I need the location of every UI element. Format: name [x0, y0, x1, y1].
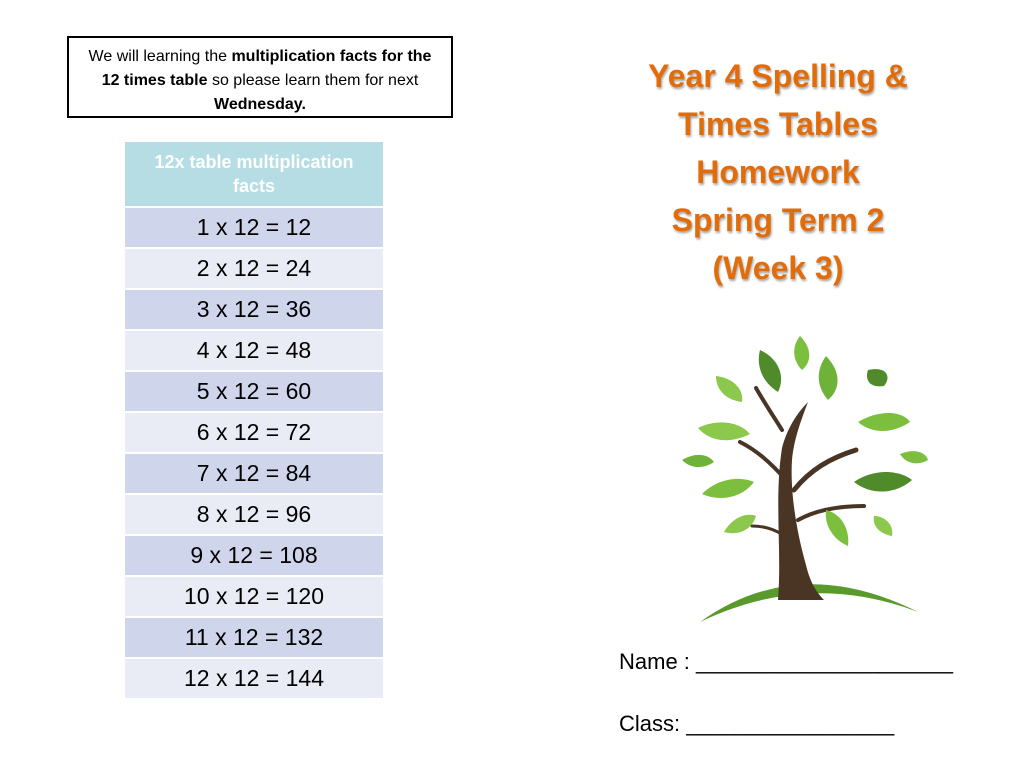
name-field: Name : _____________________	[619, 649, 953, 674]
table-row	[125, 618, 383, 659]
table-row	[125, 208, 383, 249]
tree-logo-icon	[678, 330, 938, 625]
title-line: Spring Term 2	[671, 202, 885, 238]
table-cell: 1 x 12 = 12	[125, 208, 383, 249]
notice-text-1: We will learning the	[88, 48, 232, 65]
table-cell: 7 x 12 = 84	[125, 454, 383, 495]
table-cell: 8 x 12 = 96	[125, 495, 383, 536]
table-cell: 3 x 12 = 36	[125, 290, 383, 331]
table-row	[125, 413, 383, 454]
notice-bold-2: Wednesday.	[214, 96, 306, 113]
title-line: (Week 3)	[712, 250, 844, 286]
notice-bold-1: multiplication facts for the 12 times table	[101, 48, 432, 89]
table-row	[125, 577, 383, 618]
table-row	[125, 536, 383, 577]
title-line: Times Tables	[678, 106, 878, 142]
homework-notice	[67, 36, 453, 118]
table-cell: 10 x 12 = 120	[125, 577, 383, 618]
table-row	[125, 659, 383, 700]
title-line: Year 4 Spelling &	[648, 58, 908, 94]
table-row	[125, 249, 383, 290]
table-cell: 4 x 12 = 48	[125, 331, 383, 372]
table-cell: 2 x 12 = 24	[125, 249, 383, 290]
table-row	[125, 454, 383, 495]
page-title	[600, 52, 956, 292]
table-header: 12x table multiplication facts	[125, 142, 383, 208]
class-field: Class: _________________	[619, 711, 895, 736]
table-row	[125, 331, 383, 372]
table-cell: 9 x 12 = 108	[125, 536, 383, 577]
table-row	[125, 290, 383, 331]
table-cell: 12 x 12 = 144	[125, 659, 383, 700]
table-cell: 11 x 12 = 132	[125, 618, 383, 659]
title-line: Homework	[696, 154, 860, 190]
multiplication-table	[125, 142, 383, 700]
table-cell: 6 x 12 = 72	[125, 413, 383, 454]
notice-text-2: so please learn them for next	[207, 72, 419, 89]
table-cell: 5 x 12 = 60	[125, 372, 383, 413]
table-row	[125, 372, 383, 413]
table-row	[125, 495, 383, 536]
table-header-row	[125, 142, 383, 208]
